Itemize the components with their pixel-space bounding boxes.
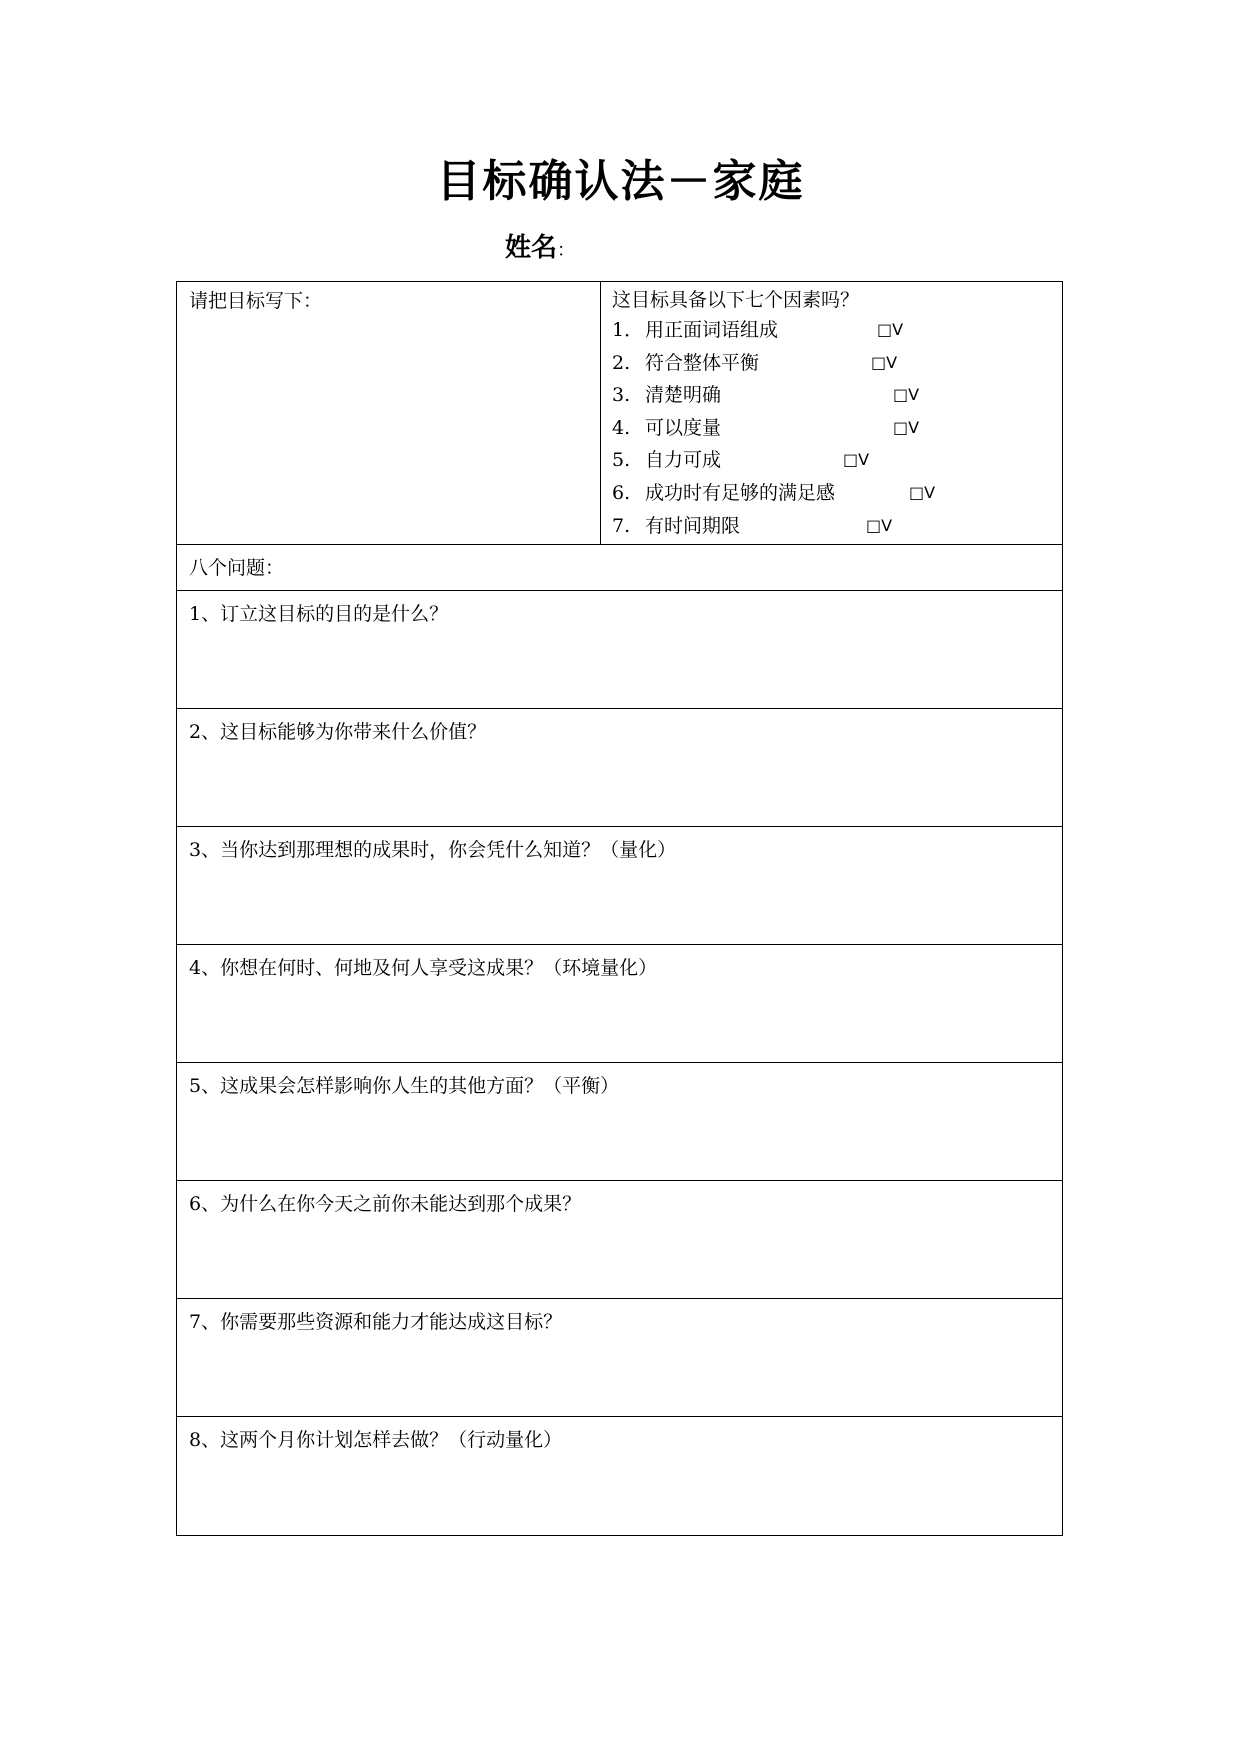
factor-text: 清楚明确 [645, 384, 722, 407]
factor-number: 6. [612, 481, 631, 504]
factor-checkbox[interactable]: □V [866, 515, 893, 535]
question-text: 8、这两个月你计划怎样去做？（行动量化） [189, 1429, 563, 1451]
question-text: 2、这目标能够为你带来什么价值？ [189, 721, 487, 743]
factor-checkbox[interactable]: □V [877, 320, 904, 339]
question-row[interactable] [177, 1181, 1062, 1299]
question-text: 1、订立这目标的目的是什么？ [189, 603, 449, 625]
factor-text: 成功时有足够的满足感 [645, 481, 836, 504]
factor-number: 3. [612, 384, 631, 407]
questions-heading: 八个问题： [177, 545, 1062, 591]
goal-prompt: 请把目标写下： [189, 290, 323, 312]
question-row[interactable] [177, 827, 1062, 945]
question-text: 6、为什么在你今天之前你未能达到那个成果？ [189, 1193, 582, 1215]
name-field[interactable] [505, 228, 575, 271]
question-row[interactable] [177, 1063, 1062, 1181]
question-text: 4、你想在何时、何地及何人享受这成果？（环境量化） [189, 957, 658, 979]
question-row[interactable] [177, 945, 1062, 1063]
question-text: 3、当你达到那理想的成果时，你会凭什么知道？（量化） [189, 839, 677, 861]
question-row[interactable] [177, 1299, 1062, 1417]
question-text: 7、你需要那些资源和能力才能达成这目标？ [189, 1311, 563, 1333]
factor-text: 可以度量 [645, 416, 722, 439]
name-colon: ： [557, 240, 576, 261]
question-text: 5、这成果会怎样影响你人生的其他方面？（平衡） [189, 1075, 620, 1097]
factor-item [612, 347, 1051, 380]
factor-checkbox[interactable]: □V [893, 385, 920, 405]
question-row[interactable] [177, 1417, 1062, 1535]
factor-text: 有时间期限 [645, 514, 741, 537]
factors-checklist [601, 282, 1062, 544]
factor-item [612, 444, 1051, 477]
question-row[interactable] [177, 591, 1062, 709]
question-row[interactable] [177, 709, 1062, 827]
factor-number: 4. [612, 416, 631, 439]
factor-number: 2. [612, 351, 631, 374]
factor-text: 自力可成 [645, 449, 722, 472]
goal-form [176, 281, 1063, 1536]
factor-item [612, 379, 1051, 412]
factor-number: 7. [612, 514, 631, 537]
goal-input-cell[interactable] [177, 282, 601, 544]
factors-heading: 这目标具备以下七个因素吗？ [612, 289, 860, 311]
factor-item [612, 510, 1051, 543]
factor-text: 符合整体平衡 [645, 351, 760, 374]
factor-checkbox[interactable]: □V [893, 417, 920, 437]
goal-row [177, 282, 1062, 545]
factor-text: 用正面词语组成 [645, 319, 779, 341]
page-title: 目标确认法－家庭 [436, 156, 805, 207]
factor-checkbox[interactable]: □V [843, 450, 870, 470]
factor-item [612, 477, 1051, 510]
factor-number: 5. [612, 449, 631, 472]
factor-checkbox[interactable]: □V [909, 482, 936, 502]
factor-checkbox[interactable]: □V [871, 352, 898, 372]
factor-item [612, 314, 1051, 347]
name-label: 姓名 [505, 233, 558, 263]
factor-number: 1． [612, 319, 644, 341]
factor-item [612, 412, 1051, 445]
